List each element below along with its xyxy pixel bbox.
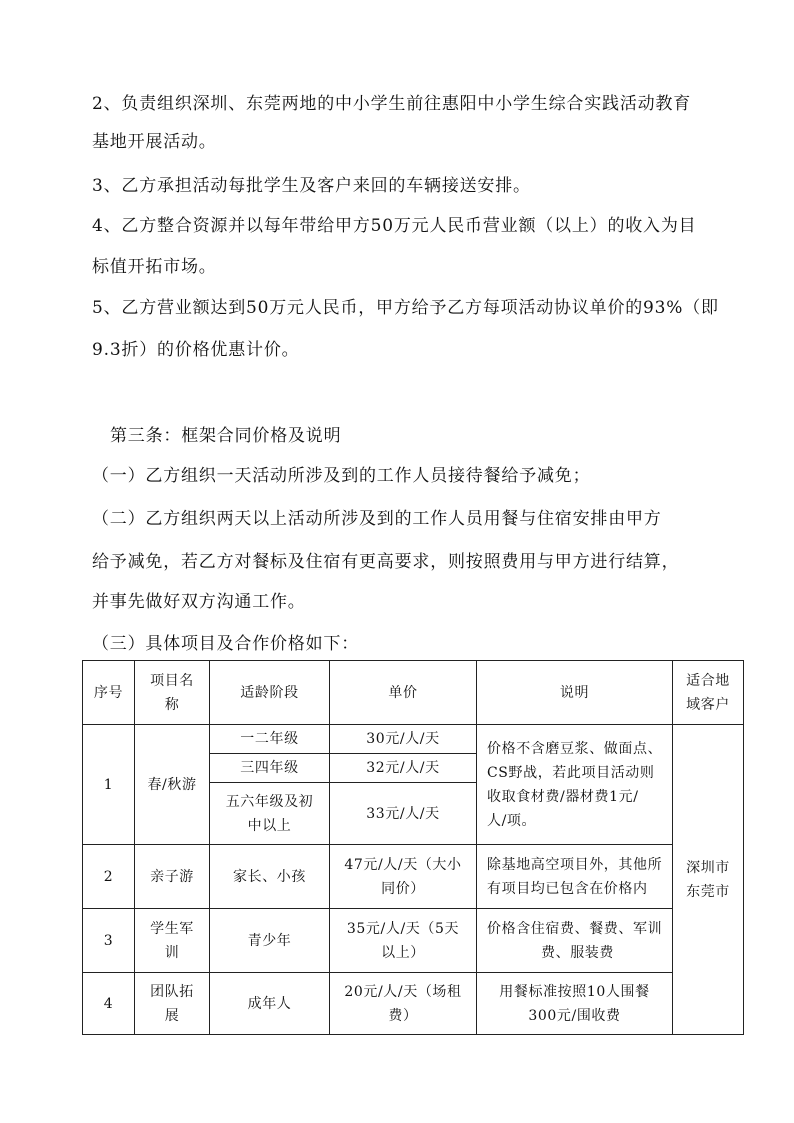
cell-price-line: 47元/人/天（大小 <box>344 856 462 873</box>
cell-name-line: 展 <box>164 1007 180 1024</box>
cell-no: 2 <box>83 845 135 909</box>
cell-price-line: 20元/人/天（场租 <box>344 983 462 1000</box>
cell-name-line: 团队拓 <box>150 983 194 1000</box>
cell-price-line: 同价） <box>381 880 425 897</box>
cell-note-line: 有项目均已包含在价格内 <box>487 880 648 897</box>
cell-age: 三四年级 <box>210 754 330 783</box>
header-age: 适龄阶段 <box>210 661 330 725</box>
paragraph-line: 2、负责组织深圳、东莞两地的中小学生前往惠阳中小学生综合实践活动教育 <box>92 94 692 114</box>
cell-no: 1 <box>83 725 135 845</box>
cell-price-line: 以上） <box>381 944 425 961</box>
header-name-line: 项目名 <box>150 672 194 689</box>
cell-region-line: 东莞市 <box>686 883 730 900</box>
cell-note-line: 收取食材费/器材费1元/ <box>487 788 639 805</box>
table-header-row <box>83 661 744 725</box>
cell-age: 青少年 <box>210 909 330 973</box>
cell-price <box>330 973 477 1035</box>
cell-note <box>477 973 673 1035</box>
cell-age-line: 中以上 <box>247 817 292 834</box>
cell-note-line: 价格含住宿费、餐费、军训 <box>487 920 663 937</box>
cell-note-line: 300元/围收费 <box>528 1007 621 1024</box>
cell-note-line: 费、服装费 <box>541 944 614 961</box>
cell-no: 4 <box>83 973 135 1035</box>
cell-price-line: 35元/人/天（5天 <box>346 920 460 937</box>
cell-no: 3 <box>83 909 135 973</box>
cell-name <box>135 909 210 973</box>
cell-age: 成年人 <box>210 973 330 1035</box>
section-title: 第三条：框架合同价格及说明 <box>110 426 342 446</box>
cell-note <box>477 909 673 973</box>
cell-name: 亲子游 <box>135 845 210 909</box>
cell-name: 春/秋游 <box>135 725 210 845</box>
section-item-2-line: （二）乙方组织两天以上活动所涉及到的工作人员用餐与住宿安排由甲方 <box>92 509 662 529</box>
header-price: 单价 <box>330 661 477 725</box>
header-region-line: 适合地 <box>686 672 730 689</box>
cell-age: 一二年级 <box>210 725 330 754</box>
table-row <box>83 973 744 1035</box>
paragraph-line: 5、乙方营业额达到50万元人民币，甲方给予乙方每项活动协议单价的93%（即 <box>92 298 719 318</box>
cell-price: 30元/人/天 <box>330 725 477 754</box>
paragraph-line: 3、乙方承担活动每批学生及客户来回的车辆接送安排。 <box>92 176 531 196</box>
cell-price: 32元/人/天 <box>330 754 477 783</box>
cell-name <box>135 973 210 1035</box>
cell-note-line: CS野战，若此项目活动则 <box>487 764 655 781</box>
header-no: 序号 <box>83 661 135 725</box>
header-region-line: 域客户 <box>686 696 730 713</box>
cell-note-line: 价格不含磨豆浆、做面点、 <box>487 740 663 757</box>
cell-region <box>673 725 744 1035</box>
header-region <box>673 661 744 725</box>
cell-note <box>477 725 673 845</box>
cell-note-line: 人/项。 <box>487 812 537 829</box>
cell-price <box>330 845 477 909</box>
cell-note <box>477 845 673 909</box>
table-row <box>83 845 744 909</box>
cell-note-line: 除基地高空项目外，其他所 <box>487 856 663 873</box>
paragraph-line: 9.3折）的价格优惠计价。 <box>92 340 300 360</box>
header-name-line: 称 <box>164 696 180 713</box>
cell-region-line: 深圳市 <box>686 859 730 876</box>
paragraph-line: 标值开拓市场。 <box>92 257 217 277</box>
header-note: 说明 <box>477 661 673 725</box>
section-item-3: （三）具体项目及合作价格如下： <box>92 634 359 654</box>
paragraph-line: 4、乙方整合资源并以每年带给甲方50万元人民币营业额（以上）的收入为目 <box>92 216 697 236</box>
cell-name-line: 训 <box>164 944 180 961</box>
cell-age: 家长、小孩 <box>210 845 330 909</box>
section-item-2-line: 并事先做好双方沟通工作。 <box>92 592 306 612</box>
paragraph-line: 基地开展活动。 <box>92 132 217 152</box>
table-row <box>83 725 744 754</box>
cell-name-line: 学生军 <box>150 920 194 937</box>
cell-price-line: 费） <box>388 1007 418 1024</box>
section-item-1: （一）乙方组织一天活动所涉及到的工作人员接待餐给予减免； <box>92 466 591 486</box>
cell-age-line: 五六年级及初 <box>225 793 314 810</box>
header-name <box>135 661 210 725</box>
cell-price <box>330 909 477 973</box>
cell-price: 33元/人/天 <box>330 783 477 845</box>
price-table <box>82 660 744 1035</box>
cell-age <box>210 783 330 845</box>
cell-note-line: 用餐标准按照10人围餐 <box>499 983 650 1000</box>
table-row <box>83 909 744 973</box>
section-item-2-line: 给予减免，若乙方对餐标及住宿有更高要求，则按照费用与甲方进行结算， <box>92 552 680 572</box>
